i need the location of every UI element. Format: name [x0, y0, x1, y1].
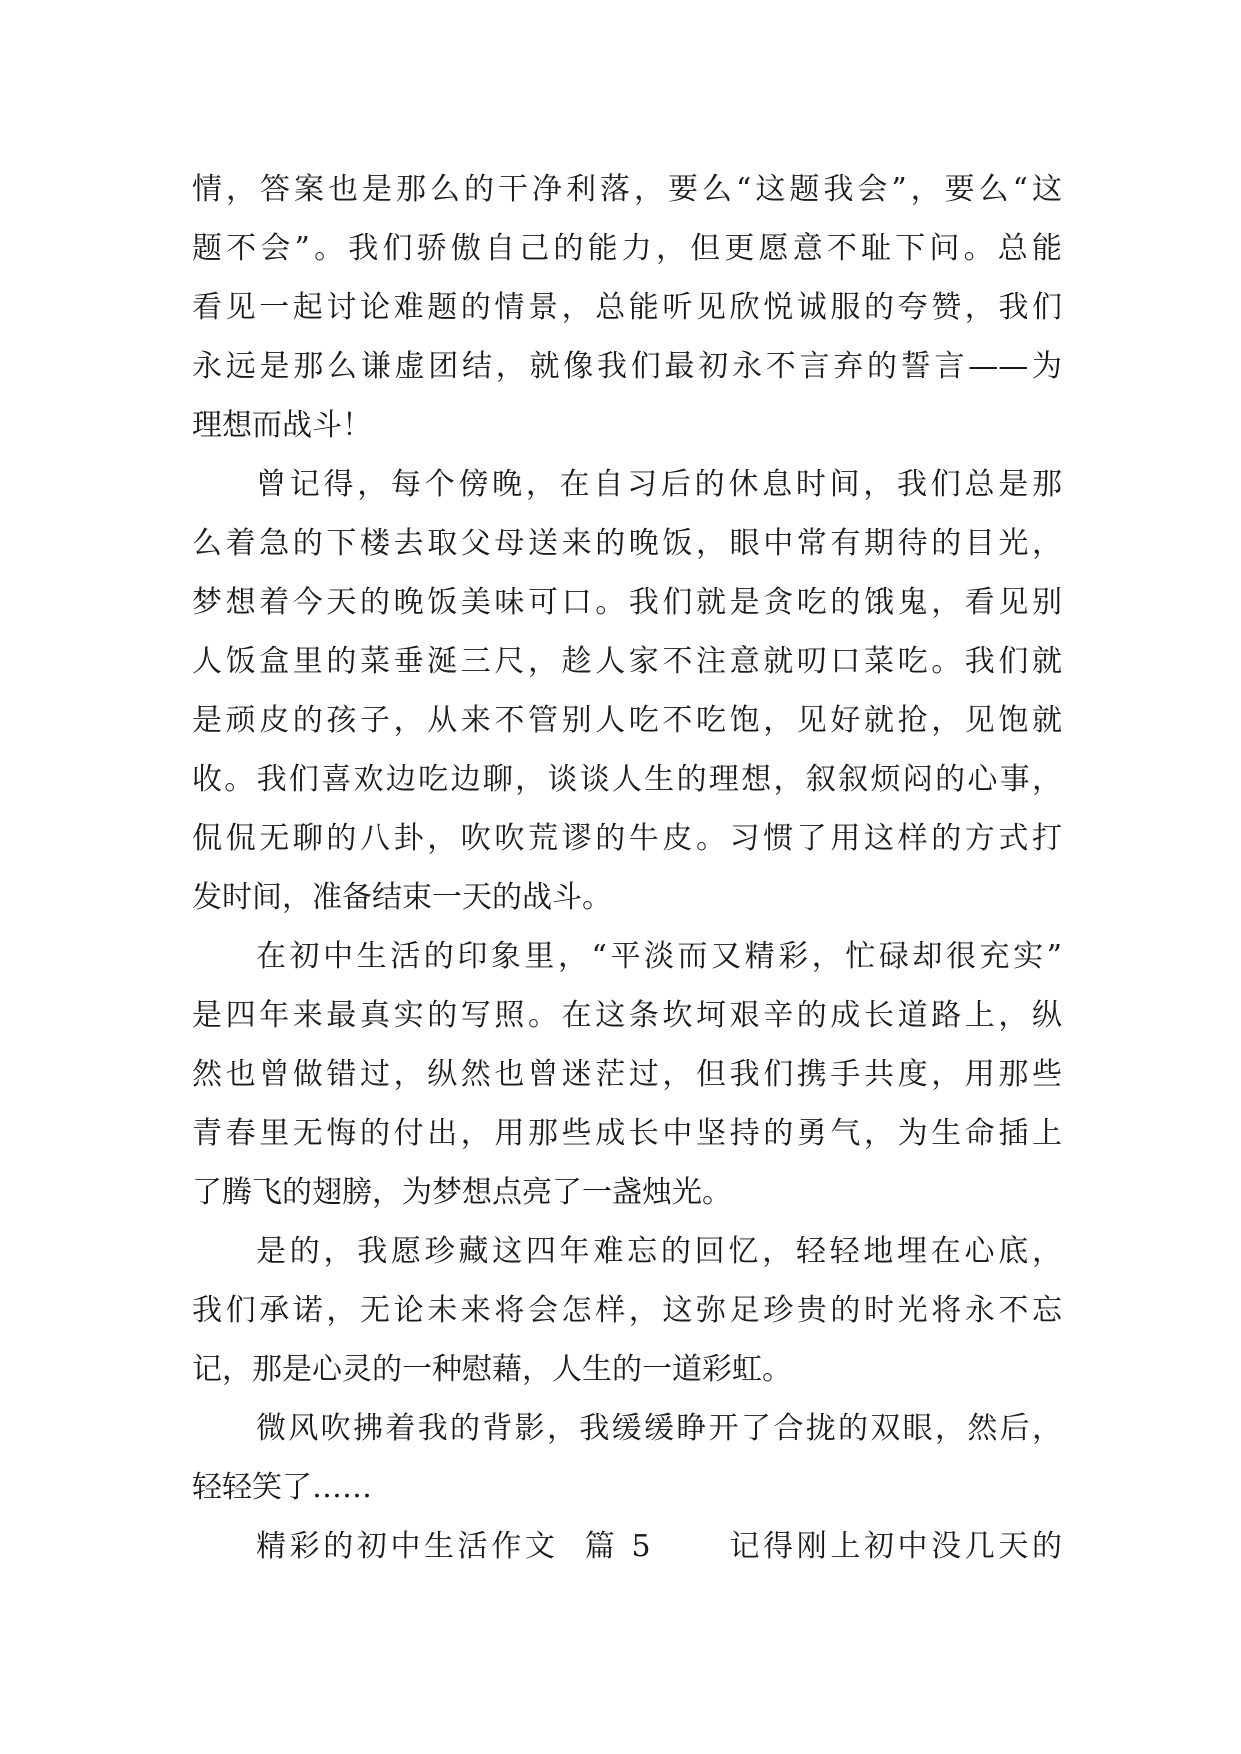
paragraph-6	[192, 1517, 1062, 1576]
paragraph-5	[192, 1399, 1062, 1517]
section-heading-line: 精彩的初中生活作文 篇 5 记得刚上初中没几天的	[256, 1529, 1062, 1564]
text-line: 是顽皮的孩子，从来不管别人吃不吃饱，见好就抢，见饱就	[192, 703, 1062, 738]
essay-body	[192, 160, 1062, 1576]
text-line: 我们承诺，无论未来将会怎样，这弥足珍贵的时光将永不忘	[192, 1293, 1062, 1328]
text-line: 情，答案也是那么的干净利落，要么“这题我会”，要么“这	[192, 172, 1062, 207]
text-line: 是四年来最真实的写照。在这条坎坷艰辛的成长道路上，纵	[192, 998, 1062, 1033]
text-line: 记，那是心灵的一种慰藉，人生的一道彩虹。	[192, 1352, 792, 1387]
text-line: 侃侃无聊的八卦，吹吹荒谬的牛皮。习惯了用这样的方式打	[192, 821, 1062, 856]
text-line: 然也曾做错过，纵然也曾迷茫过，但我们携手共度，用那些	[192, 1057, 1062, 1092]
text-line: 理想而战斗！	[192, 408, 372, 443]
text-line: 发时间，准备结束一天的战斗。	[192, 880, 612, 915]
paragraph-4	[192, 1222, 1062, 1399]
text-line: 么着急的下楼去取父母送来的晚饭，眼中常有期待的目光，	[192, 526, 1062, 561]
text-line: 梦想着今天的晚饭美味可口。我们就是贪吃的饿鬼，看见别	[192, 585, 1062, 620]
text-line: 在初中生活的印象里，“平淡而又精彩，忙碌却很充实”	[256, 939, 1062, 974]
text-line: 人饭盒里的菜垂涎三尺，趁人家不注意就叨口菜吃。我们就	[192, 644, 1062, 679]
text-line: 轻轻笑了……	[192, 1470, 372, 1505]
paragraph-2	[192, 455, 1062, 927]
text-line: 青春里无悔的付出，用那些成长中坚持的勇气，为生命插上	[192, 1116, 1062, 1151]
text-line: 曾记得，每个傍晚，在自习后的休息时间，我们总是那	[256, 467, 1062, 502]
text-line: 了腾飞的翅膀，为梦想点亮了一盏烛光。	[192, 1175, 732, 1210]
text-line: 看见一起讨论难题的情景，总能听见欣悦诚服的夸赞，我们	[192, 290, 1062, 325]
text-line: 微风吹拂着我的背影，我缓缓睁开了合拢的双眼，然后，	[256, 1411, 1062, 1446]
text-line: 收。我们喜欢边吃边聊，谈谈人生的理想，叙叙烦闷的心事，	[192, 762, 1062, 797]
paragraph-1	[192, 160, 1062, 455]
text-line: 永远是那么谦虚团结，就像我们最初永不言弃的誓言——为	[192, 349, 1062, 384]
text-line: 是的，我愿珍藏这四年难忘的回忆，轻轻地埋在心底，	[256, 1234, 1062, 1269]
paragraph-3	[192, 927, 1062, 1222]
text-line: 题不会”。我们骄傲自己的能力，但更愿意不耻下问。总能	[192, 231, 1062, 266]
